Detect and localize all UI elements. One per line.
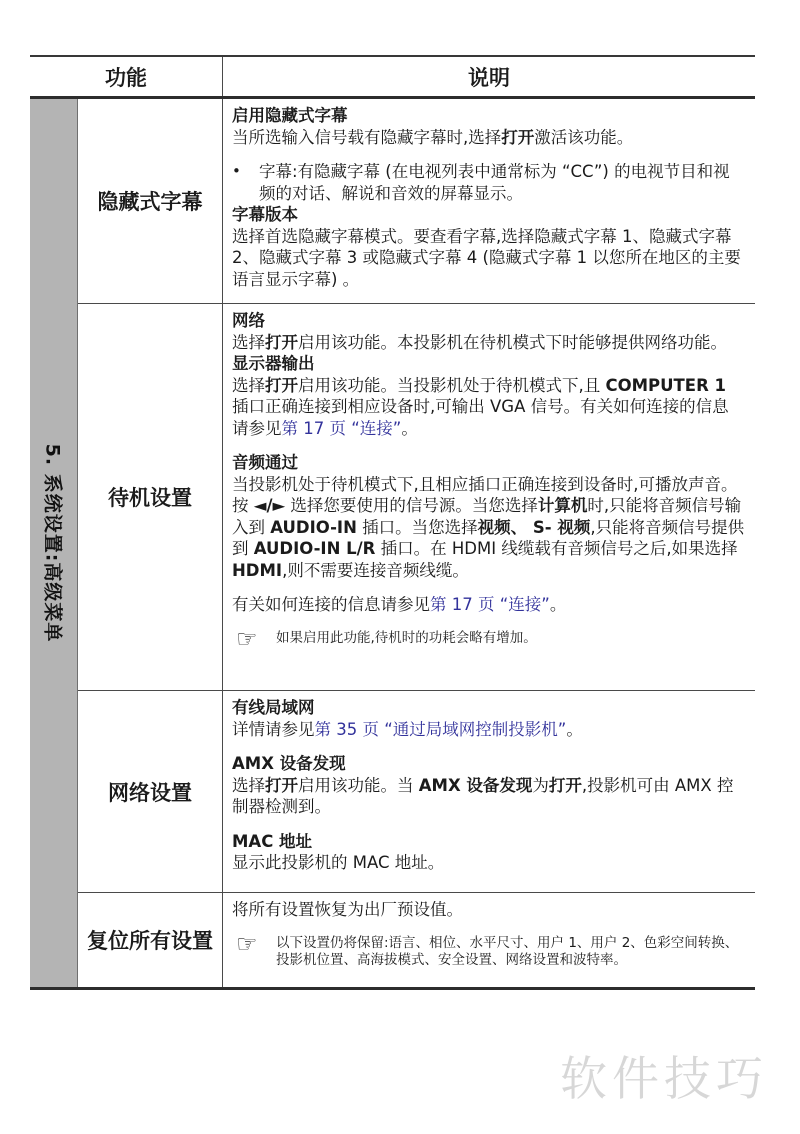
- bullet-marker: •: [232, 162, 241, 180]
- text-segment: ,投影机可由 AMX 控制器检测到。: [232, 775, 734, 816]
- text-segment: 。: [549, 595, 567, 614]
- body-paragraph: [232, 332, 745, 354]
- text-segment: 插口。在 HDMI 线缆载有音频信号之后,如果选择: [375, 539, 738, 558]
- function-label-network-settings: 网络设置: [78, 691, 223, 892]
- text-segment: ◄/►: [253, 496, 286, 515]
- text-segment: AMX 设备发现: [232, 754, 346, 773]
- row-standby-settings: [78, 303, 755, 690]
- sub-heading: [232, 105, 745, 127]
- description-cell-reset-all-settings: [223, 893, 755, 987]
- note-text: [276, 934, 745, 970]
- section-sidebar-label: 5. 系统设置:高级菜单: [41, 443, 63, 643]
- text-segment: 时,只能将音频信号输入到: [232, 496, 742, 537]
- description-cell-standby-settings: [223, 304, 755, 690]
- watermark-text: 软件技巧: [560, 1052, 768, 1107]
- text-segment: 有关如何连接的信息请参见: [232, 595, 430, 614]
- text-segment: 启用该功能。本投影机在待机模式下时能够提供网络功能。: [298, 332, 727, 352]
- text-segment: 打开: [265, 775, 298, 795]
- settings-table: [30, 55, 755, 990]
- row-closed-caption: [78, 99, 755, 303]
- page-reference-link[interactable]: “连接”: [351, 418, 402, 438]
- text-segment: 以下设置仍将保留:语言、相位、水平尺寸、用户 1、用户 2、色彩空间转换、投影机位置、高海拔模式、安全设置、网络设置和波特率。: [276, 934, 739, 968]
- sub-heading: [232, 204, 745, 226]
- text-segment: 计算机: [537, 496, 588, 515]
- sub-heading: [232, 310, 745, 332]
- row-reset-all-settings: [78, 892, 755, 987]
- text-segment: 选择: [232, 375, 265, 395]
- text-segment: 插口正确连接到相应设备时,可输出 VGA 信号。有关如何连接的信息请参见: [232, 397, 729, 438]
- text-segment: HDMI: [232, 560, 283, 580]
- note: [232, 929, 745, 970]
- text-segment: AUDIO-IN: [270, 517, 357, 537]
- text-segment: 详情请参见: [232, 719, 315, 739]
- note-text: [276, 629, 745, 648]
- page-reference-link[interactable]: 第 17 页: [430, 595, 495, 614]
- sub-heading: [232, 452, 745, 474]
- text-segment: 。: [566, 719, 583, 739]
- text-segment: MAC 地址: [232, 831, 313, 851]
- body-paragraph: [232, 852, 745, 874]
- text-segment: 视频、 S- 视频: [477, 517, 591, 537]
- description-cell-network-settings: [223, 691, 755, 892]
- text-segment: 为: [532, 775, 549, 795]
- text-segment: 音频通过: [232, 453, 298, 472]
- text-segment: 启用隐藏式字幕: [232, 106, 348, 125]
- text-segment: 选择: [232, 775, 265, 795]
- text-segment: 字幕:有隐藏字幕 (在电视列表中通常标为 “CC”) 的电视节目和视频的对话、解说和音效的屏幕显示。: [259, 162, 730, 203]
- function-label-standby-settings: 待机设置: [78, 304, 223, 690]
- pointing-hand-icon: ☞: [236, 624, 258, 653]
- body-paragraph: [232, 775, 745, 818]
- text-segment: 字幕版本: [232, 205, 298, 224]
- body-paragraph: [232, 375, 745, 440]
- text-segment: 如果启用此功能,待机时的功耗会略有增加。: [276, 629, 537, 646]
- text-segment: 打开: [265, 375, 298, 395]
- body-paragraph: [232, 474, 745, 582]
- table-header-row: [30, 57, 755, 99]
- text-segment: 启用该功能。当投影机处于待机模式下,且: [298, 375, 606, 395]
- row-network-settings: [78, 690, 755, 892]
- function-label-closed-caption: 隐藏式字幕: [78, 99, 223, 303]
- column-header-description: 说明: [468, 65, 510, 90]
- text-segment: 打开: [265, 332, 298, 352]
- text-segment: 有线局域网: [232, 698, 315, 717]
- section-sidebar-band: [30, 99, 77, 987]
- function-label-reset-all-settings: 复位所有设置: [78, 893, 223, 987]
- sub-heading: [232, 753, 745, 775]
- text-segment: 激活该功能。: [534, 127, 634, 147]
- page-reference-link[interactable]: 第 35 页: [314, 719, 379, 739]
- body-paragraph: [232, 594, 745, 616]
- text-segment: COMPUTER 1: [605, 375, 727, 395]
- text-segment: 将所有设置恢复为出厂预设值。: [232, 900, 463, 919]
- text-segment: 网络: [232, 311, 265, 330]
- sub-heading: [232, 697, 745, 719]
- text-segment: 插口。当您选择: [356, 517, 478, 537]
- body-paragraph: [232, 127, 745, 149]
- bullet-item: [232, 161, 745, 204]
- pointing-hand-icon: ☞: [236, 929, 258, 958]
- body-paragraph: [232, 719, 745, 741]
- text-segment: AUDIO-IN L/R: [253, 539, 376, 558]
- body-paragraph: [232, 899, 745, 921]
- text-segment: 当所选输入信号载有隐藏字幕时,选择: [232, 127, 502, 147]
- body-paragraph: [232, 226, 745, 291]
- text-segment: ,只能将音频信号提供到: [232, 517, 745, 558]
- text-segment: AMX 设备发现: [418, 775, 533, 795]
- description-cell-closed-caption: [223, 99, 755, 303]
- text-segment: 选择: [232, 332, 265, 352]
- text-segment: 打开: [501, 127, 535, 147]
- sub-heading: [232, 353, 745, 375]
- text-segment: ,则不需要连接音频线缆。: [282, 560, 469, 580]
- table-body: [30, 99, 755, 990]
- page-reference-link[interactable]: “连接”: [499, 595, 550, 614]
- bullet-text: [259, 161, 745, 204]
- text-segment: 。: [401, 418, 418, 438]
- text-segment: 显示器输出: [232, 354, 315, 373]
- text-segment: 选择您要使用的信号源。当您选择: [285, 496, 538, 515]
- column-header-function: 功能: [30, 57, 223, 96]
- page-reference-link[interactable]: “通过局域网控制投影机”: [384, 719, 567, 739]
- table-rows: [77, 99, 755, 987]
- note: [232, 624, 745, 653]
- text-segment: 打开: [548, 775, 582, 795]
- text-segment: 当投影机处于待机模式下,且相应插口正确连接到设备时,可播放声音。按: [232, 474, 738, 515]
- sub-heading: [232, 831, 745, 853]
- text-segment: 选择首选隐藏字幕模式。要查看字幕,选择隐藏式字幕 1、隐藏式字幕 2、隐藏式字幕 3 或隐藏式字幕 4 (隐藏式字幕 1 以您所在地区的主要语言显示字幕) 。: [232, 226, 741, 289]
- page-reference-link[interactable]: 第 17 页: [281, 418, 346, 438]
- text-segment: 启用该功能。当: [298, 775, 419, 795]
- text-segment: 显示此投影机的 MAC 地址。: [232, 853, 445, 872]
